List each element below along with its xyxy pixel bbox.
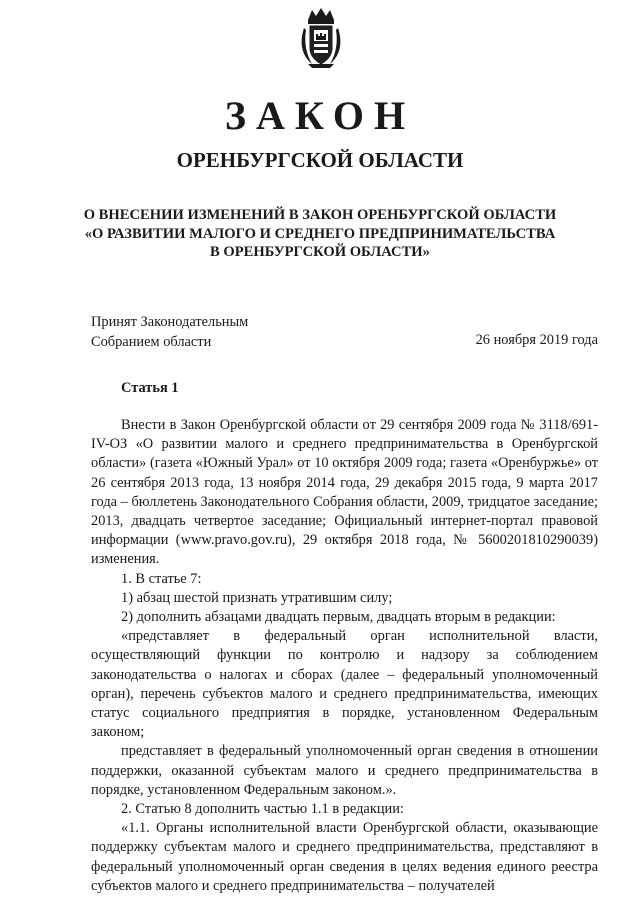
body-paragraph: Внести в Закон Оренбургской области от 29 сентября 2009 года № 3118/691-IV-ОЗ «О развитии малого и среднего предпринимательства в Оренбургской области» (газета «Южный Урал» от 10 октября 2009 года; газета «Оренбуржье» от 26 сентября 2013 года, 13 ноября 2014 года, 29 декабря 2015 года, 9 марта 2017 года – бюллетень Законодательного Собрания области, 2009, тридцатое заседание; 2013, двадцать четвертое заседание; Официальный интернет-портал правовой информации (www.pravo.gov.ru), 29 октября 2018 года, № 5600201810290039) изменения.: [91, 417, 598, 568]
article-heading: Статья 1: [121, 380, 179, 396]
adoption-note: [91, 312, 248, 352]
body-paragraph: 1) абзац шестой признать утратившим силу;: [121, 589, 393, 606]
coat-of-arms-icon: [298, 6, 344, 70]
body-paragraph: «1.1. Органы исполнительной власти Оренбургской области, оказывающие поддержку субъектам малого и среднего предпринимательства, представляют в федеральный уполномоченный орган сведения в целях ведения единого реестра субъектов малого и среднего предпринимательства – получателей: [91, 820, 598, 894]
body-paragraph: представляет в федеральный уполномоченный орган сведения в отношении поддержки, оказанной субъектам малого и среднего предпринимательства в порядке, установленном Федеральным законом.».: [91, 743, 598, 798]
adoption-line: Собранием области: [91, 334, 212, 350]
adoption-line: Принят Законодательным: [91, 314, 249, 330]
body-paragraph: «представляет в федеральный орган исполнительной власти, осуществляющий функции по контролю и надзору за соблюдением законодательства о налогах и сборах (далее – федеральный уполномоченный орган), перечень субъектов малого и среднего предпринимательства, имеющих статус социального предприятия в порядке, установленном Федеральным законом;: [91, 628, 598, 741]
law-subject-title: [70, 206, 570, 262]
article-body: [91, 416, 598, 896]
subject-line: В ОРЕНБУРГСКОЙ ОБЛАСТИ»: [210, 244, 430, 260]
body-paragraph: 2. Статью 8 дополнить частью 1.1 в редакции:: [121, 801, 404, 818]
subject-line: О ВНЕСЕНИИ ИЗМЕНЕНИЙ В ЗАКОН ОРЕНБУРГСКОЙ ОБЛАСТИ: [83, 207, 557, 223]
region-title: ОРЕНБУРГСКОЙ ОБЛАСТИ: [176, 148, 464, 172]
body-paragraph: 1. В статье 7:: [121, 570, 202, 587]
body-paragraph: 2) дополнить абзацами двадцать первым, двадцать вторым в редакции:: [121, 609, 556, 626]
document-type-title: ЗАКОН: [224, 93, 416, 138]
subject-line: «О РАЗВИТИИ МАЛОГО И СРЕДНЕГО ПРЕДПРИНИМАТЕЛЬСТВА: [84, 225, 556, 242]
adoption-date: 26 ноября 2019 года: [475, 332, 598, 348]
coat-of-arms-emblem: [298, 6, 344, 70]
